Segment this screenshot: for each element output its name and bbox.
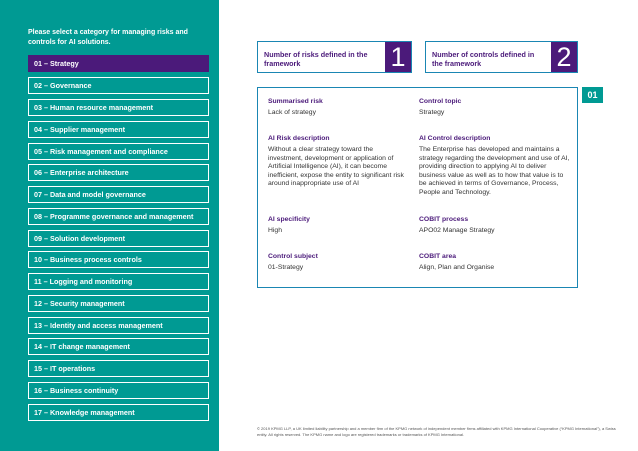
category-item-it-change-management[interactable]: 14 – IT change management: [28, 338, 209, 355]
category-item-it-operations[interactable]: 15 – IT operations: [28, 360, 209, 377]
category-item-security-management[interactable]: 12 – Security management: [28, 295, 209, 312]
category-item-governance[interactable]: 02 – Governance: [28, 77, 209, 94]
category-item-business-process-controls[interactable]: 10 – Business process controls: [28, 251, 209, 268]
control-topic-field: [419, 97, 569, 118]
cobit-area-label: COBIT area: [419, 253, 457, 260]
control-topic-value: Strategy: [419, 109, 445, 116]
category-item-business-continuity[interactable]: 16 – Business continuity: [28, 382, 209, 399]
cobit-process-value: APO02 Manage Strategy: [419, 227, 495, 234]
category-item-enterprise-architecture[interactable]: 06 – Enterprise architecture: [28, 164, 209, 181]
ai-control-description-value: The Enterprise has developed and maintains a strategy regarding the development and use of AI, providing direction to applying AI to deliver business value as well as to how that value is to be achieved in terms of Governance, Process, People and Technology.: [419, 146, 570, 196]
summarised-risk-value: Lack of strategy: [268, 109, 316, 116]
control-subject-field: [268, 252, 403, 273]
risks-count-value: 1: [385, 42, 411, 72]
controls-count-value: 2: [551, 42, 577, 72]
cobit-process-label: COBIT process: [419, 216, 469, 223]
control-topic-label: Control topic: [419, 98, 462, 105]
ai-specificity-label: AI specificity: [268, 216, 310, 223]
ai-specificity-value: High: [268, 227, 282, 234]
risks-count-label: Number of risks defined in the framework: [264, 50, 368, 68]
ai-control-description-field: [419, 134, 571, 198]
control-subject-value: 01-Strategy: [268, 264, 304, 271]
control-subject-label: Control subject: [268, 253, 318, 260]
copyright-footer: © 2019 KPMG LLP, a UK limited liability partnership and a member firm of the KPMG network of independent member firms affiliated with KPMG International Cooperative (“KPMG International”), a Swiss entity. All rights reserved. The KPMG name and logo are registered trademarks or trademarks of KPMG International.: [257, 426, 616, 437]
ai-risk-description-value: Without a clear strategy toward the investment, development or application of Artificial Intelligence (AI), it can become inefficient, expose the entity to significant risk around inappropriate use of AI: [268, 146, 404, 188]
summarised-risk-label: Summarised risk: [268, 98, 323, 105]
risk-control-card: [257, 87, 578, 288]
page-number-badge: 01: [582, 87, 603, 103]
category-item-logging-and-monitoring[interactable]: 11 – Logging and monitoring: [28, 273, 209, 290]
summarised-risk-field: [268, 97, 403, 118]
controls-count-label: Number of controls defined in the framework: [432, 50, 535, 68]
category-item-knowledge-management[interactable]: 17 – Knowledge management: [28, 404, 209, 421]
category-item-programme-governance[interactable]: 08 – Programme governance and management: [28, 208, 209, 225]
ai-control-description-label: AI Control description: [419, 135, 491, 142]
category-item-identity-and-access-management[interactable]: 13 – Identity and access management: [28, 317, 209, 334]
ai-risk-description-label: AI Risk description: [268, 135, 330, 142]
ai-risk-description-field: [268, 134, 408, 189]
category-item-data-and-model-governance[interactable]: 07 – Data and model governance: [28, 186, 209, 203]
category-item-risk-management-and-compliance[interactable]: 05 – Risk management and compliance: [28, 143, 209, 160]
sidebar-intro: Please select a category for managing risks and controls for AI solutions.: [28, 29, 188, 46]
ai-specificity-field: [268, 215, 403, 236]
controls-count-box: [425, 41, 578, 73]
cobit-area-value: Align, Plan and Organise: [419, 264, 495, 271]
category-item-solution-development[interactable]: 09 – Solution development: [28, 230, 209, 247]
category-item-supplier-management[interactable]: 04 – Supplier management: [28, 121, 209, 138]
category-item-human-resource-management[interactable]: 03 – Human resource management: [28, 99, 209, 116]
category-item-strategy[interactable]: 01 – Strategy: [28, 55, 209, 72]
cobit-area-field: [419, 252, 569, 273]
cobit-process-field: [419, 215, 569, 236]
category-sidebar: [0, 0, 219, 451]
risks-count-box: [257, 41, 412, 73]
